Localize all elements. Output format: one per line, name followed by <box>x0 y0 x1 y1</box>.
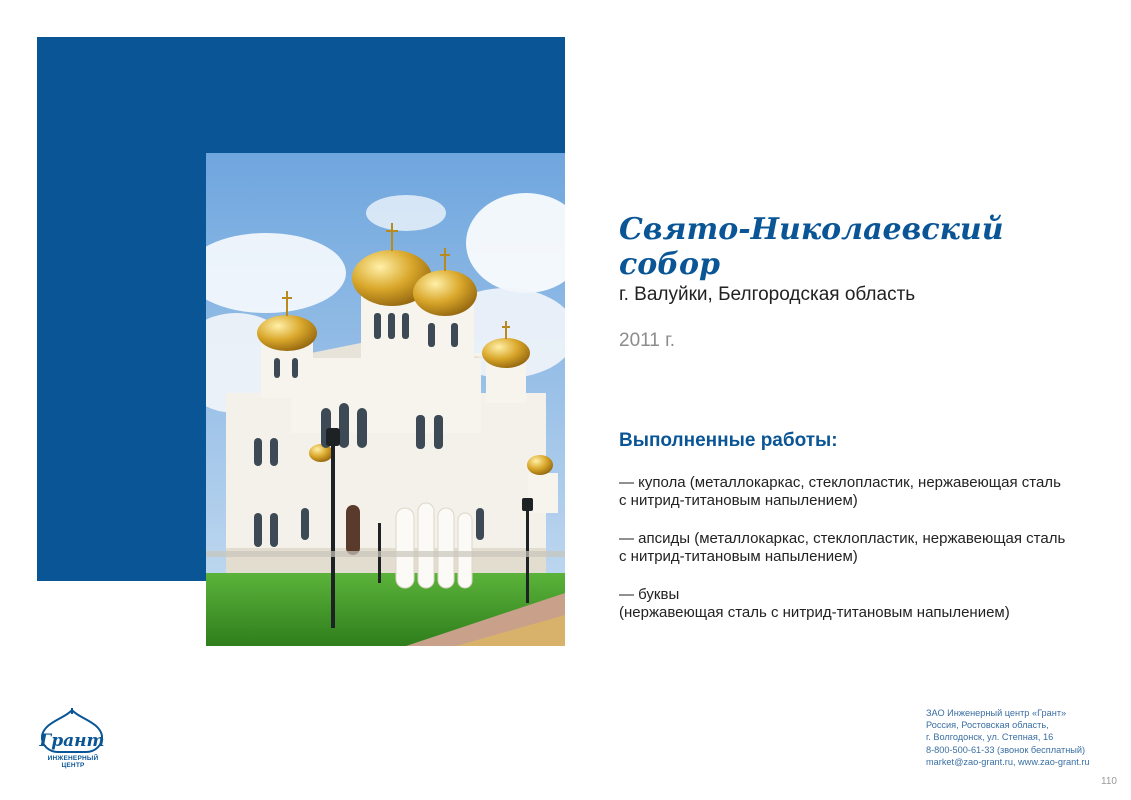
list-item <box>619 474 1099 510</box>
page-title: Свято-Николаевский собор <box>619 212 1004 282</box>
contact-web: market@zao-grant.ru, www.zao-grant.ru <box>926 756 1090 767</box>
list-item-line: — буквы <box>619 586 680 603</box>
logo-caption: ИНЖЕНЕРНЫЙ ЦЕНТР <box>47 755 99 769</box>
contact-address: г. Волгодонск, ул. Степная, 16 <box>926 732 1054 743</box>
list-item <box>619 530 1099 566</box>
logo-wordmark: Грант <box>39 731 105 751</box>
works-heading: Выполненные работы: <box>619 430 838 451</box>
list-item <box>619 586 1099 622</box>
contacts-block <box>926 707 1116 768</box>
page-number: 110 <box>1101 776 1117 787</box>
list-item-line: с нитрид-титановым напылением) <box>619 548 858 565</box>
location-text: г. Валуйки, Белгородская область <box>619 284 916 305</box>
works-list <box>619 474 1099 642</box>
list-item-line: — купола (металлокаркас, стеклопластик, нержавеющая сталь <box>619 474 1061 491</box>
cathedral-photo <box>206 153 565 646</box>
company-name: ЗАО Инженерный центр «Грант» <box>926 708 1067 718</box>
list-item-line: с нитрид-титановым напылением) <box>619 492 858 509</box>
contact-phone: 8-800-500-61-33 (звонок бесплатный) <box>926 744 1086 755</box>
year-text: 2011 г. <box>619 330 676 351</box>
list-item-line: — апсиды (металлокаркас, стеклопластик, нержавеющая сталь <box>619 530 1066 547</box>
contact-region: Россия, Ростовская область, <box>926 720 1049 731</box>
list-item-line: (нержавеющая сталь с нитрид-титановым напылением) <box>619 604 1010 621</box>
